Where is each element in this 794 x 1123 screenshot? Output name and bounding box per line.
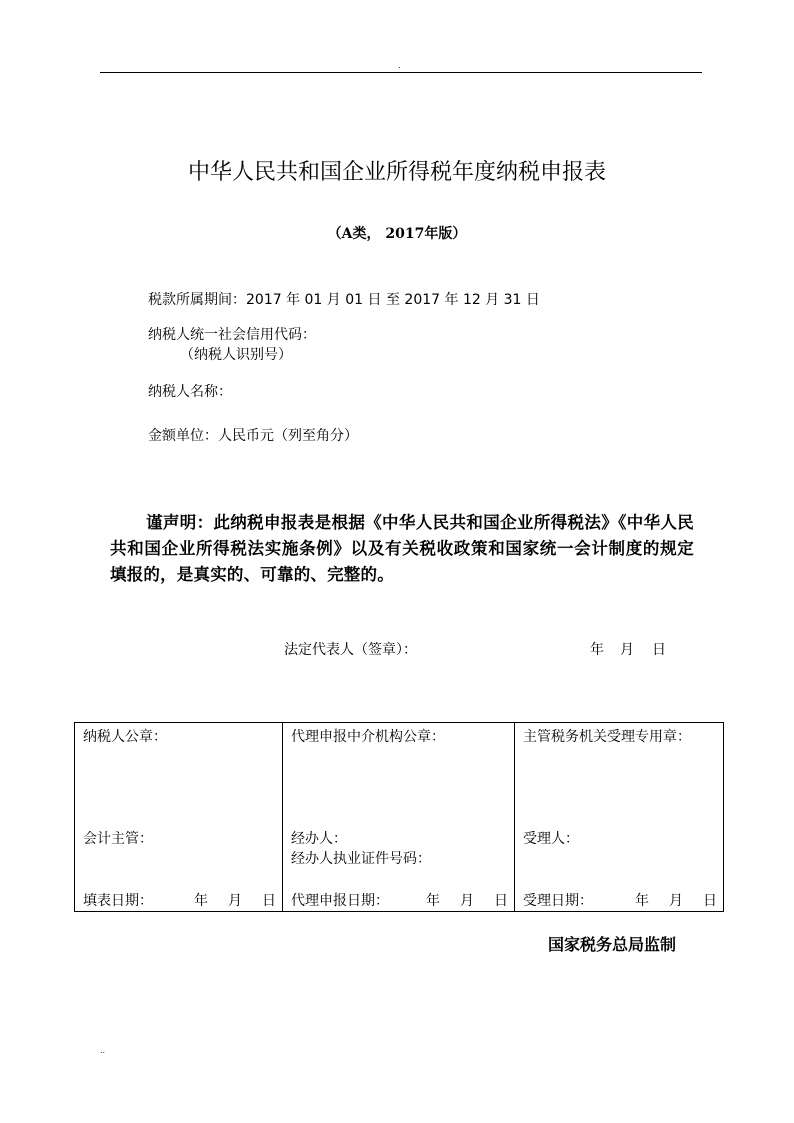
stamp-table [74, 722, 724, 912]
accounting-supervisor-label: 会计主管： [83, 831, 153, 847]
fill-date-month: 月 [228, 893, 242, 909]
handler-license-label: 经办人执业证件号码： [291, 851, 431, 867]
fill-date-year: 年 [194, 893, 208, 909]
credit-code-label: 纳税人统一社会信用代码： [148, 327, 316, 343]
agency-stamp-cell [283, 723, 515, 911]
currency-unit-label: 金额单位：人民币元（列至角分） [148, 428, 358, 444]
tax-period-label: 税款所属期间： [148, 292, 246, 308]
header-mark: . [398, 61, 401, 70]
signature-day: 日 [652, 642, 666, 658]
agency-date-month: 月 [460, 893, 474, 909]
fill-date-label: 填表日期： [83, 893, 153, 909]
taxpayer-stamp-label: 纳税人公章： [83, 729, 167, 745]
receipt-date-month: 月 [669, 893, 683, 909]
agency-date-label: 代理申报日期： [291, 893, 389, 909]
fill-date-row [83, 891, 276, 911]
agency-date-day: 日 [494, 893, 508, 909]
taxpayer-stamp-cell [75, 723, 283, 911]
tax-period-line [148, 290, 540, 310]
fill-date-day: 日 [262, 893, 276, 909]
agency-stamp-label: 代理申报中介机构公章： [291, 729, 445, 745]
tax-period-value: 2017 年 01 月 01 日 至 2017 年 12 月 31 日 [246, 292, 540, 308]
signature-year: 年 [590, 642, 604, 658]
receipt-date-row [523, 891, 717, 911]
legal-rep-signature-label: 法定代表人（签章）： [284, 642, 417, 658]
signature-month: 月 [620, 642, 634, 658]
form-subtitle: （A类， 2017年版） [327, 226, 467, 242]
receipt-date-day: 日 [703, 893, 717, 909]
tax-id-label: （纳税人识别号） [180, 347, 292, 363]
header-rule [100, 72, 702, 73]
receipt-date-year: 年 [635, 893, 649, 909]
tax-authority-stamp-label: 主管税务机关受理专用章： [523, 729, 691, 745]
handler-label: 经办人： [291, 831, 347, 847]
receiver-label: 受理人： [523, 831, 579, 847]
receipt-date-label: 受理日期： [523, 893, 593, 909]
form-title: 中华人民共和国企业所得税年度纳税申报表 [187, 160, 606, 185]
declaration-text: 谨声明：此纳税申报表是根据《中华人民共和国企业所得税法》《中华人民共和国企业所得税法实施条例》以及有关税收政策和国家统一会计制度的规定填报的，是真实的、可靠的、完整的。 [110, 513, 694, 584]
taxpayer-name-label: 纳税人名称： [148, 384, 232, 400]
agency-date-year: 年 [426, 893, 440, 909]
footer-mark: .. [100, 1046, 106, 1055]
issuer-footer: 国家税务总局监制 [548, 935, 677, 954]
tax-authority-stamp-cell [515, 723, 723, 911]
agency-date-row [291, 891, 508, 911]
